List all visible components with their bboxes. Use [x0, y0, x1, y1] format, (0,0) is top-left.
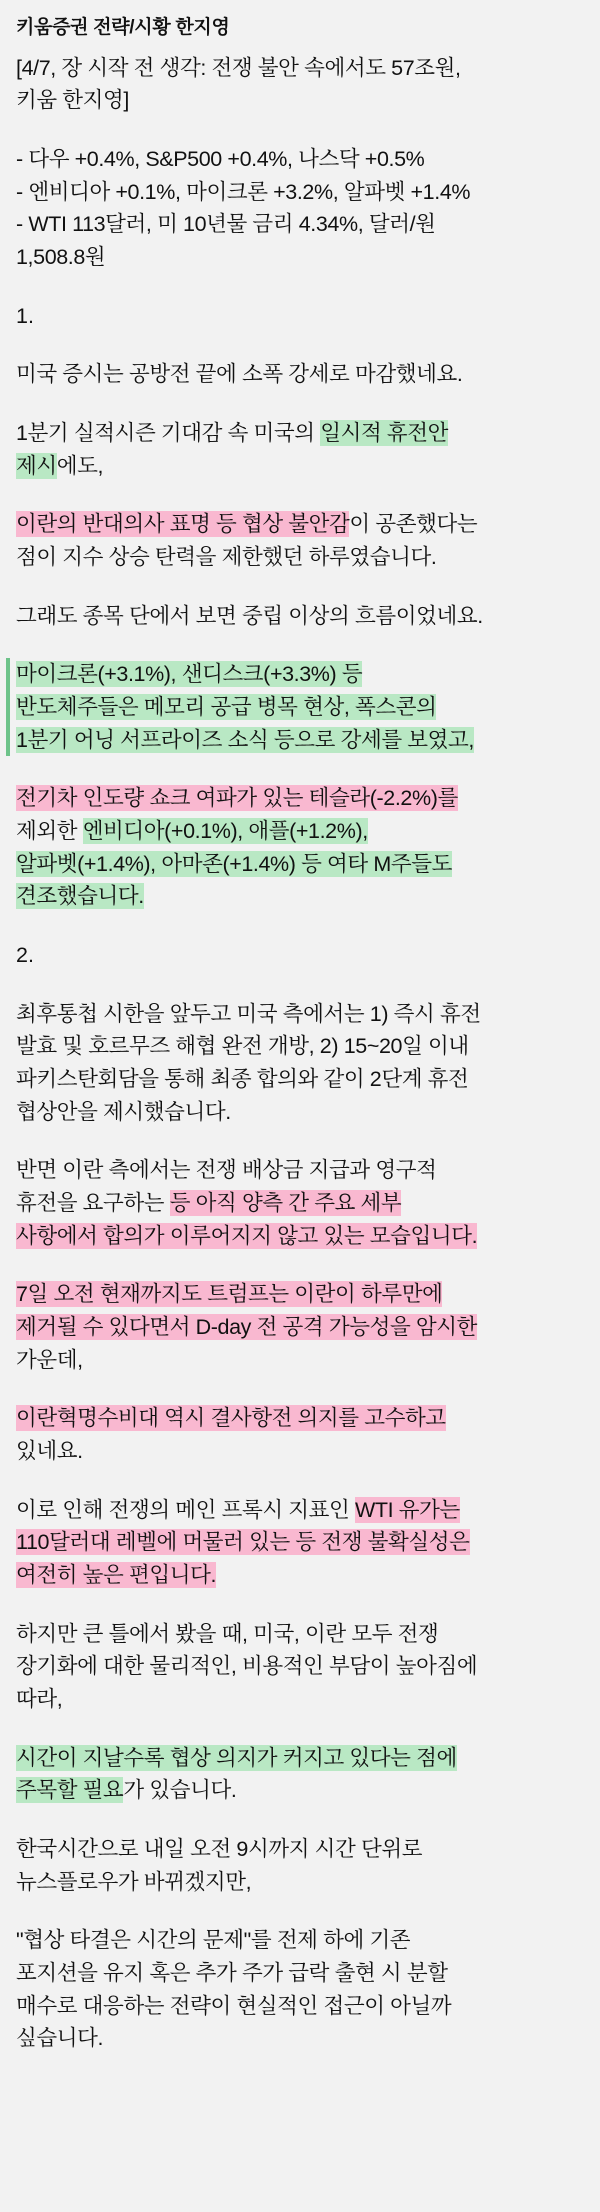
p10-highlight-1: 이란혁명수비대 역시 결사항전 의지를 고수하고 — [16, 1406, 446, 1431]
p10-line-2: 있네요. — [16, 1439, 83, 1464]
p8-highlight-2: 사항에서 합의가 이루어지지 않고 있는 모습입니다. — [16, 1223, 478, 1248]
p6-line-1 — [16, 782, 584, 815]
paragraph-7 — [16, 998, 584, 1129]
p6-line-3 — [16, 848, 584, 881]
p13-line-1 — [16, 1742, 584, 1775]
bullet-macro-2: 1,508.8원 — [16, 244, 106, 269]
p11-line-2 — [16, 1526, 584, 1559]
p11-highlight-1: WTI 유가는 — [354, 1497, 460, 1522]
p13-highlight-2: 주목할 필요 — [16, 1778, 124, 1803]
p12-line-3: 따라, — [16, 1687, 63, 1712]
p9-line-2 — [16, 1311, 584, 1344]
p2-highlight-2: 제시 — [16, 453, 57, 478]
p11-pre: 이로 인해 전쟁의 메인 프록시 지표인 — [16, 1497, 355, 1522]
p5-highlight-1: 마이크론(+3.1%), 샌디스크(+3.3%) 등 — [16, 662, 363, 687]
paragraph-10 — [16, 1402, 584, 1467]
p11-line-1 — [16, 1494, 584, 1527]
bullet-indices: - 다우 +0.4%, S&P500 +0.4%, 나스닥 +0.5% — [16, 146, 425, 171]
p11-highlight-3: 여전히 높은 편입니다. — [16, 1563, 217, 1588]
p7-line-2: 발효 및 호르무즈 해협 완전 개방, 2) 15~20일 이내 — [16, 1034, 469, 1059]
header-block — [16, 52, 584, 117]
p9-highlight-1: 7일 오전 현재까지도 트럼프는 이란이 하루만에 — [16, 1282, 443, 1307]
p6-highlight-pink: 전기차 인도량 쇼크 여파가 있는 테슬라(-2.2%)를 — [16, 786, 458, 811]
p12-line-2: 장기화에 대한 물리적인, 비용적인 부담이 높아짐에 — [16, 1654, 478, 1679]
p8-line-3 — [16, 1220, 584, 1253]
p2-pre: 1분기 실적시즌 기대감 속 미국의 — [16, 420, 321, 445]
p6-highlight-green-2: 알파벳(+1.4%), 아마존(+1.4%) 등 여타 M주들도 — [16, 851, 452, 876]
section-number-2: 2. — [16, 942, 34, 967]
p10-line-1 — [16, 1402, 584, 1435]
p6-pre: 제외한 — [16, 818, 83, 843]
paragraph-4: 그래도 종목 단에서 보면 중립 이상의 흐름이었네요. — [16, 603, 483, 628]
bullet-macro-1: - WTI 113달러, 미 10년물 금리 4.34%, 달러/원 — [16, 212, 436, 237]
p5-highlight-2: 반도체주들은 메모리 공급 병목 현상, 폭스콘의 — [16, 694, 437, 719]
paragraph-3 — [16, 508, 584, 573]
p13-post: 가 있습니다. — [123, 1778, 237, 1803]
p9-line-3: 가운데, — [16, 1347, 83, 1372]
p2-highlight-1: 일시적 휴전안 — [320, 420, 449, 445]
section-number-1: 1. — [16, 303, 34, 328]
paragraph-6 — [16, 782, 584, 913]
p15-line-1: "협상 타결은 시간의 문제"를 전제 하에 기존 — [16, 1928, 411, 1953]
market-bullets — [16, 143, 584, 274]
p5-line-2 — [16, 691, 584, 724]
p5-highlight-3: 1분기 어닝 서프라이즈 소식 등으로 강세를 보였고, — [16, 727, 474, 752]
paragraph-5 — [6, 658, 584, 756]
p15-line-3: 매수로 대응하는 전략이 현실적인 접근이 아닐까 — [16, 1993, 452, 2018]
paragraph-11 — [16, 1494, 584, 1592]
p7-line-1: 최후통첩 시한을 앞두고 미국 측에서는 1) 즉시 휴전 — [16, 1001, 481, 1026]
p5-line-1 — [16, 658, 584, 691]
paragraph-13 — [16, 1742, 584, 1807]
header-line-1: [4/7, 장 시작 전 생각: 전쟁 불안 속에서도 57조원, — [16, 55, 461, 80]
p14-line-1: 한국시간으로 내일 오전 9시까지 시간 단위로 — [16, 1837, 423, 1862]
p11-line-3 — [16, 1559, 584, 1592]
p6-line-2 — [16, 815, 584, 848]
paragraph-2 — [16, 417, 584, 482]
p2-post: 에도, — [56, 453, 104, 478]
p9-highlight-2: 제거될 수 있다면서 D-day 전 공격 가능성을 암시한 — [16, 1315, 478, 1340]
p5-line-3 — [16, 724, 584, 757]
p6-highlight-green-1: 엔비디아(+0.1%), 애플(+1.2%), — [82, 818, 368, 843]
p8-highlight-1: 등 아직 양측 간 주요 세부 — [169, 1191, 402, 1216]
paragraph-15 — [16, 1924, 584, 2055]
p11-highlight-2: 110달러대 레벨에 머물러 있는 등 전쟁 불확실성은 — [16, 1530, 470, 1555]
p3-highlight-1: 이란의 반대의사 표명 등 협상 불안감 — [16, 512, 350, 537]
page-title: 키움증권 전략/시황 한지영 — [16, 17, 230, 38]
p6-line-4 — [16, 880, 584, 913]
p3-line-2: 점이 지수 상승 탄력을 제한했던 하루였습니다. — [16, 544, 437, 569]
header-line-2: 키움 한지영] — [16, 88, 129, 113]
paragraph-14 — [16, 1833, 584, 1898]
p6-highlight-green-3: 견조했습니다. — [16, 884, 144, 909]
p8-line-1: 반면 이란 측에서는 전쟁 배상금 지급과 영구적 — [16, 1158, 437, 1183]
bullet-stocks: - 엔비디아 +0.1%, 마이크론 +3.2%, 알파벳 +1.4% — [16, 179, 471, 204]
p14-line-2: 뉴스플로우가 바뀌겠지만, — [16, 1869, 252, 1894]
paragraph-1: 미국 증시는 공방전 끝에 소폭 강세로 마감했네요. — [16, 362, 463, 387]
p13-highlight-1: 시간이 지날수록 협상 의지가 커지고 있다는 점에 — [16, 1745, 457, 1770]
p8-pre: 휴전을 요구하는 — [16, 1191, 170, 1216]
paragraph-12 — [16, 1618, 584, 1716]
p13-line-2 — [16, 1774, 584, 1807]
p15-line-4: 싶습니다. — [16, 2026, 104, 2051]
paragraph-9 — [16, 1278, 584, 1376]
p9-line-1 — [16, 1278, 584, 1311]
paragraph-8 — [16, 1154, 584, 1252]
p7-line-3: 파키스탄회담을 통해 최종 합의와 같이 2단계 휴전 — [16, 1067, 469, 1091]
p7-line-4: 협상안을 제시했습니다. — [16, 1099, 231, 1124]
p3-post: 이 공존했다는 — [349, 512, 478, 537]
p8-line-2 — [16, 1187, 584, 1220]
p12-line-1: 하지만 큰 틀에서 봤을 때, 미국, 이란 모두 전쟁 — [16, 1621, 439, 1646]
p15-line-2: 포지션을 유지 혹은 추가 주가 급락 출현 시 분할 — [16, 1961, 448, 1986]
